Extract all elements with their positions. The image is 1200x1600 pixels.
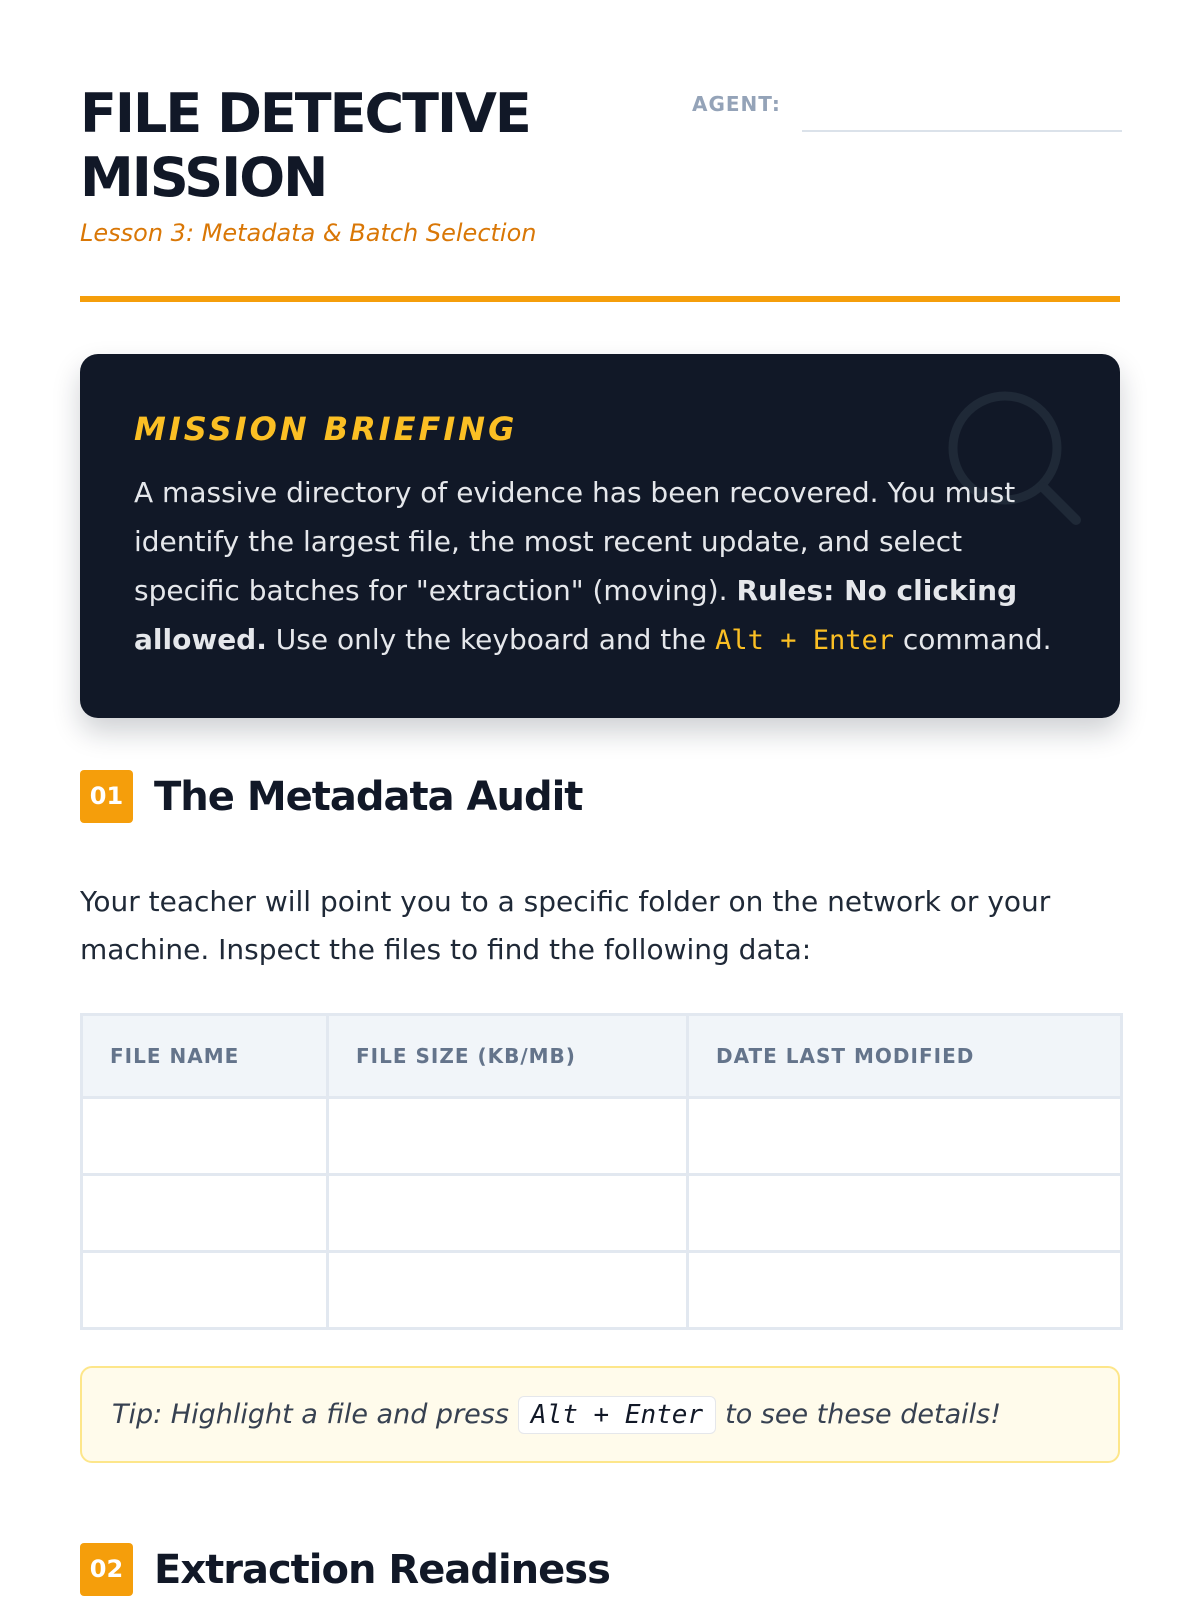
section-heading-metadata-audit [80, 770, 1120, 824]
answer-cell[interactable] [328, 1252, 688, 1329]
answer-cell[interactable] [688, 1098, 1122, 1175]
section-heading-extraction-readiness [80, 1543, 1120, 1597]
column-header-date-modified: DATE LAST MODIFIED [688, 1015, 1122, 1098]
column-header-file-size: FILE SIZE (KB/MB) [328, 1015, 688, 1098]
answer-cell[interactable] [82, 1175, 328, 1252]
page-title-line-1: FILE DETECTIVE [80, 82, 530, 145]
table-header-row [82, 1015, 1122, 1098]
briefing-text [134, 468, 1074, 665]
mission-briefing-card [80, 354, 1120, 718]
agent-label: AGENT: [692, 92, 781, 116]
header-divider [80, 296, 1120, 302]
answer-cell[interactable] [688, 1252, 1122, 1329]
briefing-text-part-1: A massive directory of evidence has been recovered. You must identify the largest file, the most recent update, and select specific batches for "extraction" (moving). [134, 476, 1016, 607]
page-title [80, 82, 640, 210]
briefing-title: MISSION BRIEFING [134, 410, 518, 448]
tip-suffix: to see these details! [725, 1399, 1002, 1430]
page-title-line-2: MISSION [80, 146, 327, 209]
section-title: The Metadata Audit [154, 774, 583, 820]
table-row [82, 1252, 1122, 1329]
section-title: Extraction Readiness [154, 1547, 610, 1593]
answer-cell[interactable] [328, 1175, 688, 1252]
briefing-command: Alt + Enter [715, 625, 894, 656]
worksheet-header [80, 82, 1120, 304]
answer-cell[interactable] [82, 1098, 328, 1175]
answer-cell[interactable] [688, 1175, 1122, 1252]
briefing-rules: Rules: No clicking allowed. [134, 574, 1018, 656]
answer-cell[interactable] [328, 1098, 688, 1175]
tip-prefix: Tip: Highlight a file and press [112, 1399, 509, 1430]
column-header-file-name: FILE NAME [82, 1015, 328, 1098]
table-row [82, 1175, 1122, 1252]
section-intro-text: Your teacher will point you to a specific folder on the network or your machine. Inspect the files to find the following data: [80, 885, 1051, 966]
answer-cell[interactable] [82, 1252, 328, 1329]
keyboard-shortcut: Alt + Enter [518, 1396, 716, 1434]
section-number-badge: 02 [80, 1543, 133, 1596]
agent-name-line[interactable] [802, 130, 1122, 132]
metadata-audit-table [80, 1013, 1123, 1330]
briefing-text-part-2: Use only the keyboard and the [266, 623, 716, 656]
briefing-text-part-3: command. [893, 623, 1052, 656]
lesson-subtitle: Lesson 3: Metadata & Batch Selection [80, 219, 537, 247]
section-number-badge: 01 [80, 770, 133, 823]
tip-callout [80, 1366, 1120, 1463]
table-row [82, 1098, 1122, 1175]
